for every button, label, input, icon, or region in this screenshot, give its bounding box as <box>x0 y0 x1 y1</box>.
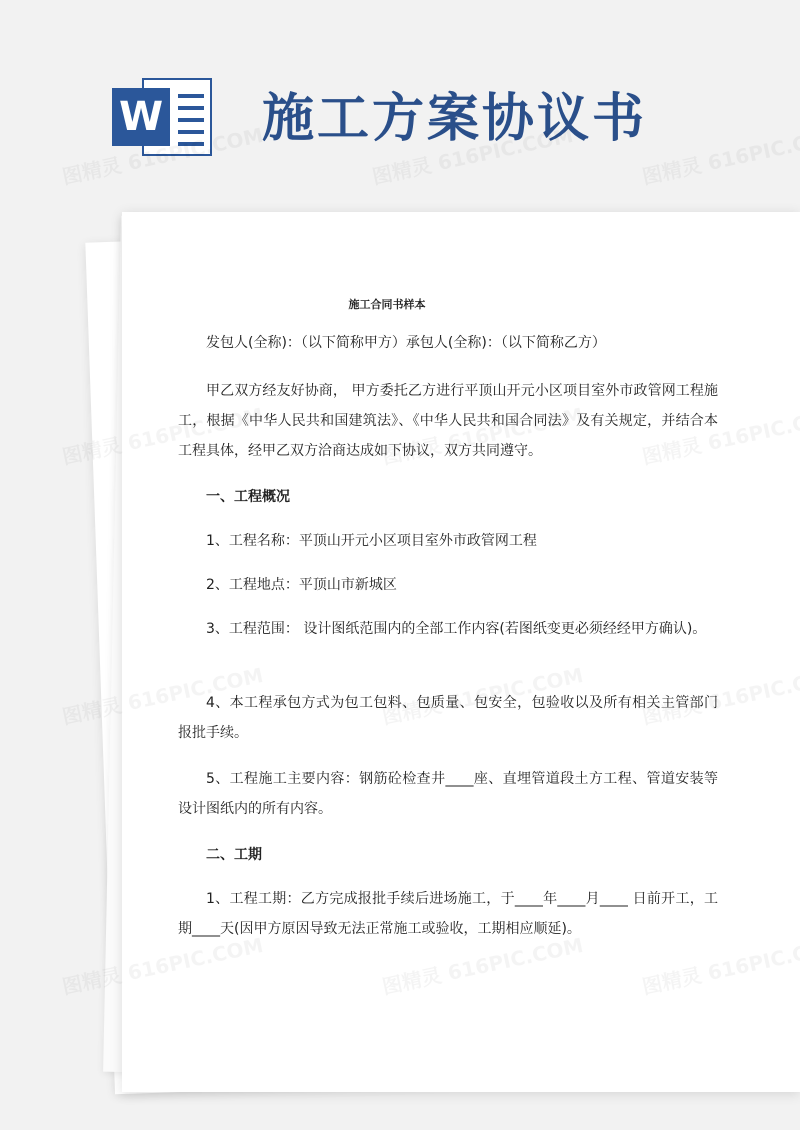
section-heading-schedule: 二、工期 <box>206 847 262 863</box>
paragraph-project-location: 2、工程地点：平顶山市新城区 <box>206 577 397 593</box>
paragraph-duration: 1、工程工期：乙方完成报批手续后进场施工，于____年____月____ 日前开工，工期____天(因甲方原因导致无法正常施工或验收，工期相应顺延)。 <box>178 891 718 937</box>
word-document-icon <box>112 78 212 156</box>
paragraph-contract-method: 4、本工程承包方式为包工包料、包质量、包安全，包验收以及所有相关主管部门报批手续。 <box>178 695 718 741</box>
paragraph-project-scope: 3、工程范围： 设计图纸范围内的全部工作内容(若图纸变更必须经经甲方确认)。 <box>206 621 707 637</box>
paragraph-intro: 甲乙双方经友好协商， 甲方委托乙方进行平顶山开元小区项目室外市政管网工程施工，根据《中华人民共和国建筑法》、《中华人民共和国合同法》及有关规定，并结合本工程具体，经甲乙双方洽商达成如下协议，双方共同遵守。 <box>178 383 718 459</box>
paragraph-project-name: 1、工程名称：平顶山开元小区项目室外市政管网工程 <box>206 533 537 549</box>
paragraph-main-content: 5、工程施工主要内容：钢筋砼检查井____座、直埋管道段土方工程、管道安装等设计图纸内的所有内容。 <box>178 771 718 817</box>
document-page <box>122 212 800 1092</box>
page-title: 施工方案协议书 <box>262 88 648 149</box>
header <box>0 0 800 200</box>
word-badge: W <box>112 88 170 146</box>
paragraph-parties: 发包人(全称)：（以下简称甲方）承包人(全称)：（以下简称乙方） <box>206 335 606 351</box>
section-heading-overview: 一、工程概况 <box>206 489 290 505</box>
document-title: 施工合同书样本 <box>348 298 426 311</box>
